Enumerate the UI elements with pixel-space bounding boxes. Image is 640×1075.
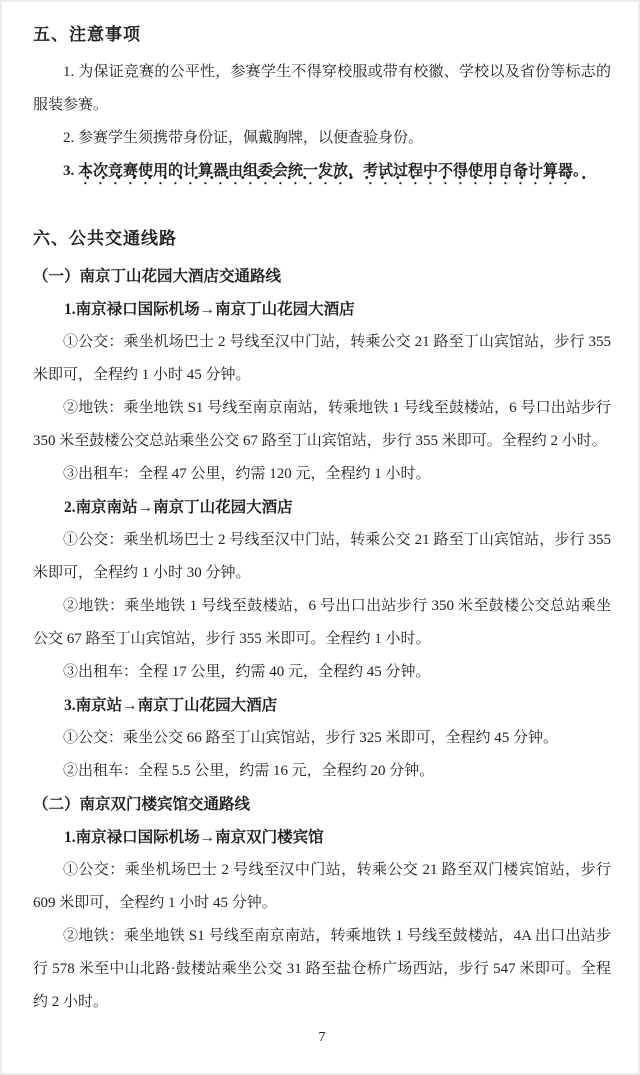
notice-item-3 xyxy=(33,155,611,188)
notice-item-3-text: 本次竞赛使用的计算器由组委会统一发放，考试过程中不得使用自备计算器。 xyxy=(78,163,589,179)
sub2-heading: （二）南京双门楼宾馆交通路线 xyxy=(33,796,251,813)
page-number: 7 xyxy=(318,1030,326,1045)
sub2-route1-bus: ①公交：乘坐机场巴士 2 号线至汉中门站，转乘公交 21 路至双门楼宾馆站，步行 609 米即可，全程约 1 小时 45 分钟。 xyxy=(33,862,611,911)
sub1-heading: （一）南京丁山花园大酒店交通路线 xyxy=(33,268,282,285)
notice-item-2: 2. 参赛学生须携带身份证，佩戴胸牌，以便查验身份。 xyxy=(63,130,424,146)
section6-heading: 六、公共交通线路 xyxy=(33,229,177,248)
sub1-route2-heading: 2.南京南站→南京丁山花园大酒店 xyxy=(64,499,293,516)
sub1-route2-bus: ①公交：乘坐机场巴士 2 号线至汉中门站，转乘公交 21 路至丁山宾馆站，步行 355 米即可，全程约 1 小时 30 分钟。 xyxy=(33,532,611,581)
sub1-route3-heading: 3.南京站→南京丁山花园大酒店 xyxy=(64,697,278,714)
sub1-route2-taxi: ③出租车：全程 17 公里，约需 40 元，全程约 45 分钟。 xyxy=(63,664,431,680)
notice-item-1: 1. 为保证竞赛的公平性，参赛学生不得穿校服或带有校徽、学校以及省份等标志的服装参赛。 xyxy=(33,64,611,113)
notice-item-3-number: 3. xyxy=(63,163,78,179)
section5-heading: 五、注意事项 xyxy=(33,25,141,44)
sub1-route3-taxi: ②出租车：全程 5.5 公里，约需 16 元，全程约 20 分钟。 xyxy=(63,763,435,779)
section-gap xyxy=(33,188,611,224)
sub1-route2-metro: ②地铁：乘坐地铁 1 号线至鼓楼站，6 号出口出站步行 350 米至鼓楼公交总站乘坐公交 67 路至丁山宾馆站，步行 355 米即可。全程约 1 小时。 xyxy=(33,598,611,647)
sub1-route1-bus: ①公交：乘坐机场巴士 2 号线至汉中门站，转乘公交 21 路至丁山宾馆站，步行 355 米即可，全程约 1 小时 45 分钟。 xyxy=(33,334,611,383)
sub2-route1-metro: ②地铁：乘坐地铁 S1 号线至南京南站，转乘地铁 1 号线至鼓楼站，4A 出口出站步行 578 米至中山北路·鼓楼站乘坐公交 31 路至盐仓桥广场西站，步行 547 米即可。全程约 2 小时。 xyxy=(33,928,611,1010)
sub1-route1-metro: ②地铁：乘坐地铁 S1 号线至南京南站，转乘地铁 1 号线至鼓楼站，6 号口出站步行 350 米至鼓楼公交总站乘坐公交 67 路至丁山宾馆站，步行 355 米即可。全程约 2 小时。 xyxy=(33,400,611,449)
sub2-route1-heading: 1.南京禄口国际机场→南京双门楼宾馆 xyxy=(64,829,324,846)
sub1-route1-taxi: ③出租车：全程 47 公里，约需 120 元，全程约 1 小时。 xyxy=(63,466,431,482)
sub1-route1-heading: 1.南京禄口国际机场→南京丁山花园大酒店 xyxy=(64,301,355,318)
sub1-route3-bus: ①公交：乘坐公交 66 路至丁山宾馆站，步行 325 米即可，全程约 45 分钟。 xyxy=(63,730,559,746)
